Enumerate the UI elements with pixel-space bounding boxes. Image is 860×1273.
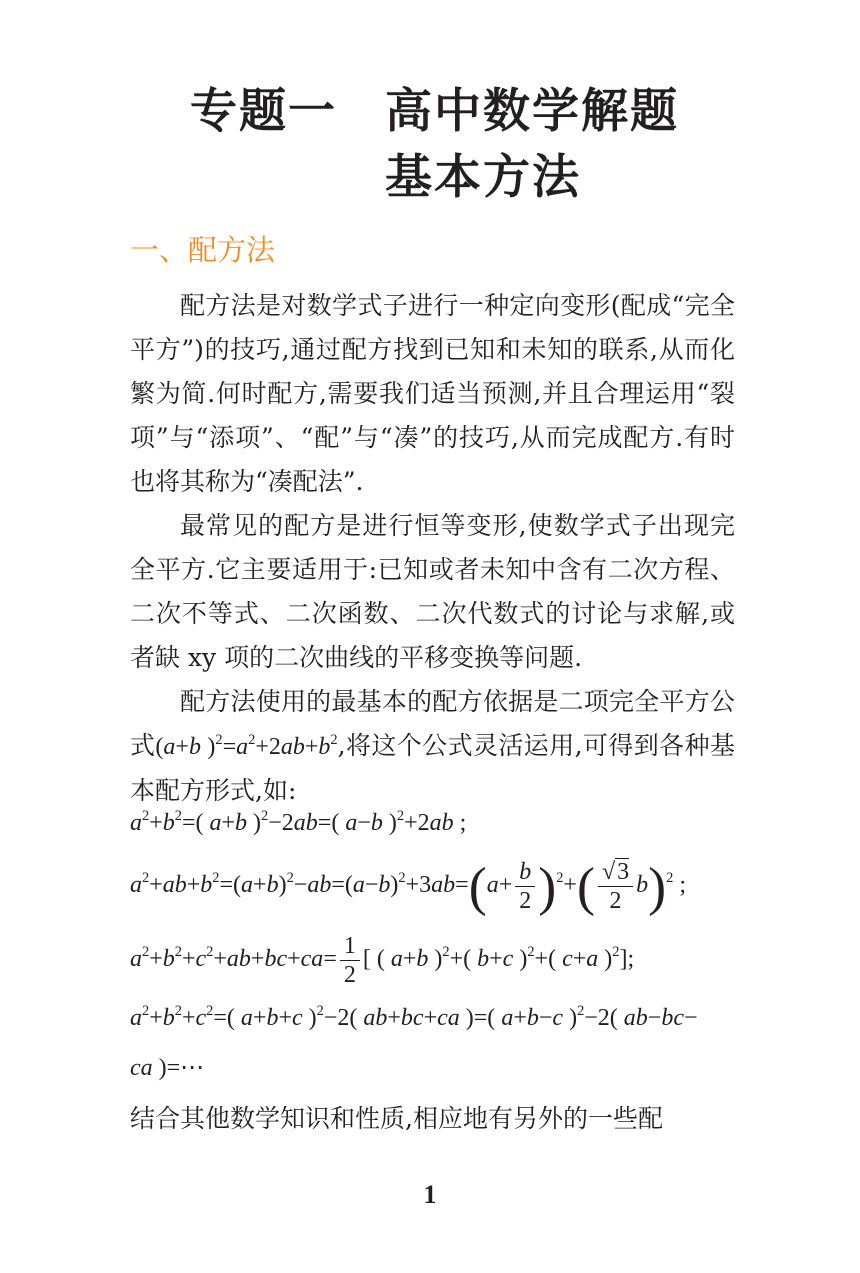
- formula-4: $a^2+b^2+c^2=$( a+b+c )$^2$−2( ab+bc+ca )=( a+b−c )$^2$−2( ab−bc−: [130, 1002, 698, 1031]
- body-text: [130, 284, 735, 813]
- paragraph-1: 配方法是对数学式子进行一种定向变形(配成“完全平方”)的技巧,通过配方找到已知和未知的联系,从而化繁为简.何时配方,需要我们适当预测,并且合理运用“裂项”与“添项”、“配”与“凑”的技巧,从而完成配方.有时也将其称为“凑配法”.: [130, 291, 735, 496]
- chapter-title-line2: 基本方法: [385, 150, 581, 205]
- section-heading: 一、配方法: [130, 233, 276, 267]
- formula-1: $a^2+b^2=$( a+b )$^2$−2ab=( a−b )$^2$+2ab ;: [130, 807, 467, 836]
- chapter-title: [190, 82, 679, 208]
- formula-3: $a^2+b^2+c^2+ab+bc+ca=$ $\frac{1}{2}$ [ ( a+b )$^2$+( b+c )$^2$+( c+a )$^2$];: [130, 933, 635, 988]
- paragraph-3-tail: ,将这个公式灵活运用,可得到各种基本配方形式,如:: [130, 731, 735, 805]
- chapter-title-line1: 高中数学解题: [385, 84, 679, 139]
- chapter-number: 专题一: [190, 84, 337, 139]
- paragraph-3: [130, 680, 735, 813]
- paragraph-2: 最常见的配方是进行恒等变形,使数学式子出现完全平方.它主要适用于:已知或者未知中含有二次方程、二次不等式、二次函数、二次代数式的讨论与求解,或者缺 xy 项的二次曲线的平移变换等问题.: [130, 511, 735, 672]
- formula-4-continued: ca )=⋯: [130, 1055, 205, 1081]
- inline-formula: (a+b )$^2=a^2+2ab+b^2$: [155, 731, 338, 760]
- paragraph-3-lead: 配方法使用的最基本的配方依据是二项完全平方公式: [130, 687, 735, 760]
- formula-2: $a^2+ab+b^2=(a+b)^2-ab=(a-b)^2+3ab=(a+$ $\frac{b}{2}$ )$^2$+( $\frac{√3}{2}$ b)$^2$ ;: [130, 856, 686, 917]
- closing-line: 结合其他数学知识和性质,相应地有另外的一些配: [130, 1104, 663, 1133]
- page-number: 1: [423, 1180, 437, 1209]
